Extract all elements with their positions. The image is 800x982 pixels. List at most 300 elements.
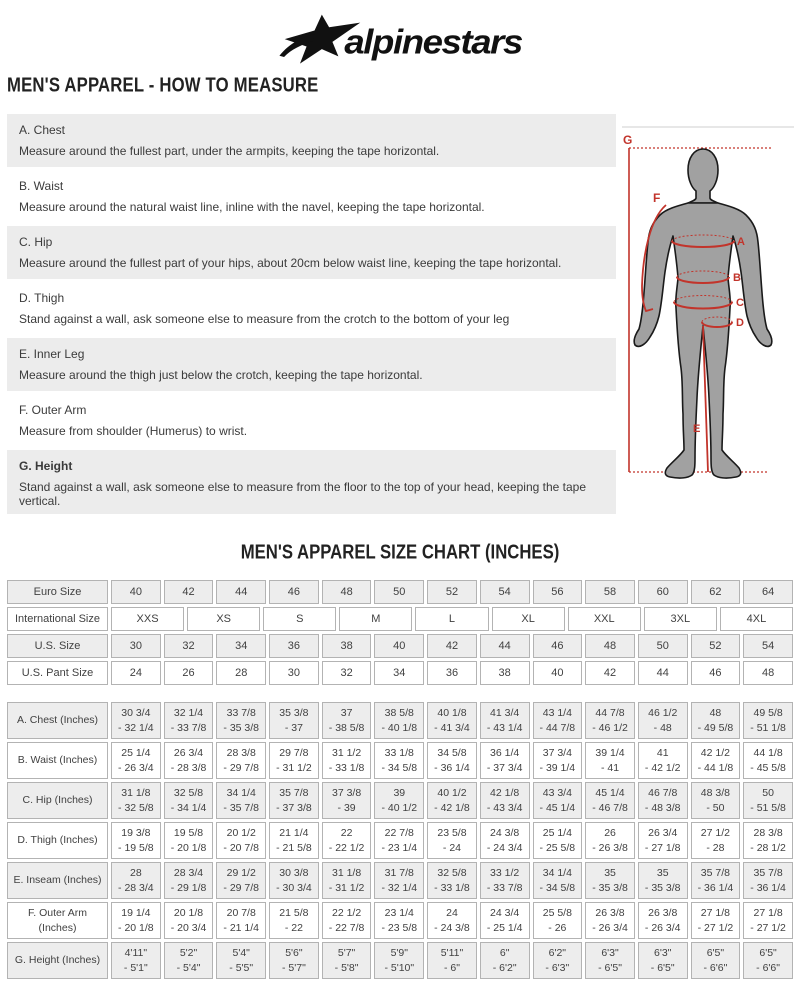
value-bottom: - 48 3/8 bbox=[644, 801, 681, 814]
value-bottom: - 19 5/8 bbox=[118, 841, 154, 854]
value-bottom: - 30 3/4 bbox=[276, 881, 312, 894]
value-cell bbox=[322, 742, 372, 779]
value-bottom: - 51 5/8 bbox=[750, 801, 786, 814]
value-top: 33 1/8 bbox=[384, 746, 414, 759]
page-title: MEN'S APPAREL - HOW TO MEASURE bbox=[7, 74, 319, 97]
table-row bbox=[7, 822, 793, 859]
value-bottom: - 6'5" bbox=[650, 961, 675, 974]
value-cell: XXS bbox=[111, 607, 184, 631]
value-cell: 60 bbox=[638, 580, 688, 604]
measure-guide-list bbox=[7, 114, 616, 517]
value-cell bbox=[691, 782, 741, 819]
value-bottom: - 43 3/4 bbox=[486, 801, 523, 814]
value-cell bbox=[691, 862, 741, 899]
value-bottom: - 32 5/8 bbox=[118, 801, 154, 814]
logo-wordmark: alpinestars bbox=[344, 23, 523, 62]
value-top: 26 3/4 bbox=[173, 746, 204, 759]
table-row bbox=[7, 607, 793, 631]
value-bottom: - 41 bbox=[600, 761, 620, 774]
value-cell: 64 bbox=[743, 580, 793, 604]
value-cell: 3XL bbox=[644, 607, 717, 631]
value-cell: 46 bbox=[691, 661, 741, 685]
value-top: 6" bbox=[499, 946, 510, 959]
value-top: 30 3/4 bbox=[121, 706, 151, 719]
value-bottom: - 6'6" bbox=[756, 961, 780, 974]
value-cell: XXL bbox=[568, 607, 641, 631]
guide-text-thigh: Stand against a wall, ask someone else to measure from the crotch to the bottom of your leg bbox=[19, 312, 510, 326]
value-bottom: - 45 1/4 bbox=[539, 801, 576, 814]
value-cell bbox=[691, 942, 741, 979]
value-cell bbox=[269, 822, 319, 859]
measure-figure bbox=[620, 114, 800, 515]
value-cell bbox=[374, 902, 424, 939]
value-top: 28 bbox=[130, 866, 142, 879]
value-top: 31 1/2 bbox=[331, 746, 362, 759]
guide-label-hip: C. Hip bbox=[19, 235, 53, 249]
table-row bbox=[7, 634, 793, 658]
value-cell bbox=[322, 902, 372, 939]
value-cell: 24 bbox=[111, 661, 161, 685]
how-to-measure-section bbox=[0, 114, 800, 517]
value-cell: 44 bbox=[638, 661, 688, 685]
table-row bbox=[7, 862, 793, 899]
value-cell bbox=[533, 782, 583, 819]
value-cell bbox=[269, 902, 319, 939]
value-cell: 34 bbox=[374, 661, 424, 685]
value-top: 43 3/4 bbox=[542, 786, 572, 799]
value-bottom: - 42 1/8 bbox=[434, 801, 470, 814]
value-bottom: - 29 1/8 bbox=[170, 881, 207, 894]
value-top: 33 7/8 bbox=[226, 706, 256, 719]
value-bottom: - 27 1/2 bbox=[697, 921, 734, 934]
value-bottom: - 6'2" bbox=[492, 961, 517, 974]
value-cell bbox=[269, 742, 319, 779]
value-bottom: - 20 1/8 bbox=[170, 841, 207, 854]
value-bottom: - 31 1/2 bbox=[276, 761, 312, 774]
value-bottom: - 28 3/8 bbox=[170, 761, 207, 774]
value-top: 30 3/8 bbox=[279, 866, 309, 879]
value-bottom: - 35 3/8 bbox=[644, 881, 681, 894]
value-cell bbox=[533, 822, 583, 859]
value-cell bbox=[743, 782, 793, 819]
value-cell bbox=[322, 942, 372, 979]
value-top: 6'2" bbox=[548, 946, 567, 959]
value-cell: 28 bbox=[216, 661, 266, 685]
value-bottom: - 44 7/8 bbox=[539, 721, 576, 734]
value-top: 6'3" bbox=[654, 946, 672, 959]
guide-block-chest bbox=[7, 114, 616, 167]
value-top: 46 1/2 bbox=[648, 706, 678, 719]
value-top: 6'5" bbox=[706, 946, 725, 959]
value-cell bbox=[691, 902, 741, 939]
value-cell bbox=[427, 782, 477, 819]
value-bottom: - 6'3" bbox=[545, 961, 570, 974]
value-cell bbox=[638, 822, 688, 859]
guide-block-height bbox=[7, 450, 616, 514]
value-top: 25 1/4 bbox=[542, 826, 572, 839]
measure-table bbox=[0, 702, 800, 979]
value-cell: 38 bbox=[480, 661, 530, 685]
guide-text-waist: Measure around the natural waist line, inline with the navel, keeping the tape horizontal. bbox=[19, 200, 485, 214]
value-bottom: - 20 1/8 bbox=[118, 921, 154, 934]
label-E: E bbox=[693, 423, 701, 435]
value-top: 33 1/2 bbox=[490, 866, 520, 879]
value-cell: 36 bbox=[427, 661, 477, 685]
table-row bbox=[7, 661, 793, 685]
value-cell: 36 bbox=[269, 634, 319, 658]
value-top: 46 7/8 bbox=[648, 786, 678, 799]
value-top: 6'3" bbox=[601, 946, 619, 959]
value-bottom: - 34 5/8 bbox=[539, 881, 576, 894]
value-cell: 58 bbox=[585, 580, 635, 604]
value-bottom: - 32 1/4 bbox=[118, 721, 154, 734]
value-bottom: - 39 1/4 bbox=[539, 761, 576, 774]
value-top: 41 3/4 bbox=[490, 706, 520, 719]
value-cell bbox=[111, 902, 161, 939]
value-top: 24 bbox=[446, 906, 458, 919]
row-label: C. Hip (Inches) bbox=[7, 782, 108, 819]
value-cell bbox=[216, 902, 266, 939]
value-cell: 40 bbox=[533, 661, 583, 685]
value-bottom: - 25 1/4 bbox=[486, 921, 523, 934]
value-top: 24 3/4 bbox=[490, 906, 520, 919]
value-top: 48 bbox=[709, 706, 722, 719]
value-top: 44 7/8 bbox=[595, 706, 625, 719]
value-cell bbox=[480, 862, 530, 899]
value-cell bbox=[269, 782, 319, 819]
table-row bbox=[7, 702, 793, 739]
value-top: 27 1/2 bbox=[700, 826, 730, 839]
value-bottom: - 6'5" bbox=[598, 961, 622, 974]
value-top: 19 1/4 bbox=[121, 906, 151, 919]
value-cell: 42 bbox=[427, 634, 477, 658]
guide-block-hip bbox=[7, 226, 616, 279]
value-cell bbox=[638, 782, 688, 819]
value-cell bbox=[585, 702, 635, 739]
value-bottom: - 51 1/8 bbox=[750, 721, 786, 734]
value-cell bbox=[638, 862, 688, 899]
value-cell bbox=[585, 942, 635, 979]
value-cell: 44 bbox=[216, 580, 266, 604]
value-top: 4'11" bbox=[124, 946, 148, 959]
value-top: 31 1/8 bbox=[331, 866, 362, 879]
value-bottom: - 22 bbox=[284, 921, 303, 934]
value-cell bbox=[638, 942, 688, 979]
value-bottom: - 24 3/4 bbox=[486, 841, 523, 854]
guide-text-outer-arm: Measure from shoulder (Humerus) to wrist. bbox=[19, 424, 248, 438]
value-bottom: - 40 1/2 bbox=[381, 801, 418, 814]
label-A: A bbox=[737, 236, 745, 248]
value-cell bbox=[216, 822, 266, 859]
value-bottom: - 26 3/8 bbox=[592, 841, 628, 854]
value-top: 25 5/8 bbox=[542, 906, 572, 919]
value-cell bbox=[585, 782, 635, 819]
value-cell bbox=[164, 742, 214, 779]
guide-block-waist bbox=[7, 170, 616, 223]
row-label: International Size bbox=[7, 607, 108, 631]
value-cell bbox=[743, 702, 793, 739]
value-top: 29 7/8 bbox=[279, 746, 309, 759]
value-bottom: - 28 1/2 bbox=[750, 841, 786, 854]
value-top: 35 3/8 bbox=[279, 706, 309, 719]
value-bottom: - 26 3/4 bbox=[644, 921, 681, 934]
label-G: G bbox=[623, 133, 633, 147]
value-bottom: - 27 1/2 bbox=[750, 921, 786, 934]
value-top: 37 bbox=[340, 706, 353, 719]
value-top: 45 1/4 bbox=[595, 786, 625, 799]
table-row bbox=[7, 742, 793, 779]
value-cell bbox=[322, 702, 372, 739]
value-cell: 48 bbox=[585, 634, 635, 658]
value-cell: XL bbox=[492, 607, 565, 631]
value-cell: 62 bbox=[691, 580, 741, 604]
value-top: 31 7/8 bbox=[384, 866, 414, 879]
label-F: F bbox=[653, 191, 661, 205]
value-cell bbox=[743, 902, 793, 939]
value-bottom: - 46 1/2 bbox=[592, 721, 628, 734]
value-cell bbox=[533, 862, 583, 899]
value-bottom: - 6" bbox=[443, 961, 460, 974]
value-cell: L bbox=[415, 607, 488, 631]
value-cell bbox=[427, 942, 477, 979]
value-bottom: - 23 1/4 bbox=[381, 841, 418, 854]
value-cell bbox=[374, 942, 424, 979]
value-top: 31 1/8 bbox=[121, 786, 151, 799]
value-top: 22 7/8 bbox=[384, 826, 414, 839]
value-top: 27 1/8 bbox=[700, 906, 730, 919]
value-cell bbox=[585, 862, 635, 899]
value-cell bbox=[585, 822, 635, 859]
value-bottom: - 49 5/8 bbox=[697, 721, 734, 734]
value-bottom: - 5'5" bbox=[229, 961, 254, 974]
value-bottom: - 27 1/8 bbox=[644, 841, 681, 854]
value-top: 5'7" bbox=[337, 946, 356, 959]
value-cell bbox=[427, 902, 477, 939]
value-bottom: - 33 7/8 bbox=[486, 881, 523, 894]
value-bottom: - 36 1/4 bbox=[434, 761, 470, 774]
row-label: D. Thigh (Inches) bbox=[7, 822, 108, 859]
value-cell: 32 bbox=[164, 634, 214, 658]
value-cell: 46 bbox=[269, 580, 319, 604]
guide-block-outer-arm bbox=[7, 394, 616, 447]
value-cell: 54 bbox=[743, 634, 793, 658]
value-top: 6'5" bbox=[759, 946, 777, 959]
value-top: 40 1/8 bbox=[437, 706, 467, 719]
value-bottom: - 33 1/8 bbox=[328, 761, 365, 774]
value-bottom: - 38 5/8 bbox=[328, 721, 365, 734]
value-top: 29 1/2 bbox=[226, 866, 256, 879]
value-cell bbox=[374, 702, 424, 739]
value-top: 32 1/4 bbox=[173, 706, 204, 719]
value-cell bbox=[638, 742, 688, 779]
row-label: E. Inseam (Inches) bbox=[7, 862, 108, 899]
value-top: 37 3/4 bbox=[542, 746, 572, 759]
value-cell bbox=[216, 862, 266, 899]
value-cell: 56 bbox=[533, 580, 583, 604]
guide-label-chest: A. Chest bbox=[19, 123, 66, 137]
value-top: 35 7/8 bbox=[279, 786, 309, 799]
value-top: 38 5/8 bbox=[384, 706, 414, 719]
value-top: 28 3/8 bbox=[226, 746, 256, 759]
value-bottom: - 24 3/8 bbox=[434, 921, 470, 934]
value-top: 25 1/4 bbox=[121, 746, 151, 759]
value-cell bbox=[480, 742, 530, 779]
value-cell bbox=[216, 702, 266, 739]
value-cell: 38 bbox=[322, 634, 372, 658]
figure-head bbox=[688, 149, 718, 203]
row-label: F. Outer Arm (Inches) bbox=[7, 902, 108, 939]
value-top: 32 5/8 bbox=[173, 786, 204, 799]
value-top: 21 5/8 bbox=[279, 906, 309, 919]
value-cell: 54 bbox=[480, 580, 530, 604]
value-cell: M bbox=[339, 607, 412, 631]
value-bottom: - 37 3/8 bbox=[276, 801, 312, 814]
value-cell bbox=[743, 862, 793, 899]
value-cell bbox=[480, 702, 530, 739]
value-bottom: - 48 bbox=[653, 721, 672, 734]
value-top: 5'4" bbox=[232, 946, 250, 959]
value-top: 42 1/8 bbox=[490, 786, 520, 799]
value-top: 35 7/8 bbox=[753, 866, 783, 879]
value-cell bbox=[691, 702, 741, 739]
value-cell bbox=[111, 782, 161, 819]
value-cell bbox=[638, 902, 688, 939]
value-bottom: - 44 1/8 bbox=[697, 761, 734, 774]
value-bottom: - 25 5/8 bbox=[539, 841, 576, 854]
value-bottom: - 29 7/8 bbox=[223, 761, 260, 774]
guide-text-height: Stand against a wall, ask someone else to measure from the floor to the top of your head, keeping the tape vertical. bbox=[19, 480, 587, 508]
value-top: 41 bbox=[656, 746, 669, 759]
value-cell bbox=[111, 702, 161, 739]
value-bottom: - 21 5/8 bbox=[276, 841, 312, 854]
value-bottom: - 33 7/8 bbox=[170, 721, 207, 734]
value-cell: 40 bbox=[374, 634, 424, 658]
value-top: 50 bbox=[762, 786, 774, 799]
value-bottom: - 20 3/4 bbox=[170, 921, 207, 934]
value-top: 35 bbox=[604, 866, 616, 879]
value-bottom: - 5'10" bbox=[384, 961, 415, 974]
value-bottom: - 29 7/8 bbox=[223, 881, 260, 894]
guide-label-inner-leg: E. Inner Leg bbox=[19, 347, 85, 361]
value-top: 34 1/4 bbox=[226, 786, 256, 799]
value-cell bbox=[374, 742, 424, 779]
brand-logo bbox=[0, 12, 800, 66]
value-cell bbox=[480, 902, 530, 939]
value-cell bbox=[585, 742, 635, 779]
row-label: Euro Size bbox=[7, 580, 108, 604]
value-cell: 32 bbox=[322, 661, 372, 685]
value-bottom: - 24 bbox=[442, 841, 462, 854]
value-cell: XS bbox=[187, 607, 260, 631]
label-D: D bbox=[736, 317, 744, 329]
value-bottom: - 36 1/4 bbox=[750, 881, 786, 894]
value-bottom: - 28 3/4 bbox=[118, 881, 154, 894]
value-bottom: - 26 bbox=[548, 921, 567, 934]
value-cell: 44 bbox=[480, 634, 530, 658]
value-cell bbox=[111, 942, 161, 979]
size-table bbox=[0, 580, 800, 685]
value-top: 37 3/8 bbox=[331, 786, 362, 799]
value-top: 32 5/8 bbox=[437, 866, 467, 879]
value-top: 26 3/8 bbox=[648, 906, 678, 919]
guide-block-inner-leg bbox=[7, 338, 616, 391]
guide-label-waist: B. Waist bbox=[19, 179, 64, 193]
guide-block-thigh bbox=[7, 282, 616, 335]
value-top: 22 1/2 bbox=[331, 906, 362, 919]
value-top: 43 1/4 bbox=[542, 706, 572, 719]
value-bottom: - 35 7/8 bbox=[223, 801, 260, 814]
value-cell bbox=[322, 862, 372, 899]
value-bottom: - 23 5/8 bbox=[381, 921, 418, 934]
guide-text-hip: Measure around the fullest part of your hips, about 20cm below waist line, keeping the tape horizontal. bbox=[19, 256, 562, 270]
value-cell bbox=[480, 782, 530, 819]
value-cell bbox=[216, 782, 266, 819]
value-cell: 48 bbox=[743, 661, 793, 685]
value-cell: 46 bbox=[533, 634, 583, 658]
value-bottom: - 5'1" bbox=[123, 961, 148, 974]
value-cell bbox=[269, 862, 319, 899]
value-top: 40 1/2 bbox=[437, 786, 467, 799]
table-row bbox=[7, 580, 793, 604]
value-top: 36 1/4 bbox=[490, 746, 520, 759]
value-bottom: - 31 1/2 bbox=[328, 881, 365, 894]
value-cell bbox=[743, 822, 793, 859]
value-bottom: - 46 7/8 bbox=[592, 801, 628, 814]
value-top: 39 1/4 bbox=[595, 746, 625, 759]
value-top: 34 1/4 bbox=[542, 866, 572, 879]
row-label: G. Height (Inches) bbox=[7, 942, 108, 979]
value-bottom: - 20 7/8 bbox=[223, 841, 260, 854]
value-top: 35 bbox=[656, 866, 669, 879]
value-cell: S bbox=[263, 607, 336, 631]
value-cell bbox=[585, 902, 635, 939]
table-row bbox=[7, 942, 793, 979]
value-cell bbox=[374, 862, 424, 899]
value-cell bbox=[533, 902, 583, 939]
value-cell bbox=[322, 782, 372, 819]
value-cell bbox=[111, 822, 161, 859]
value-top: 35 7/8 bbox=[700, 866, 730, 879]
value-cell bbox=[216, 942, 266, 979]
value-cell: 42 bbox=[164, 580, 214, 604]
value-bottom: - 5'7" bbox=[281, 961, 306, 974]
value-bottom: - 43 1/4 bbox=[486, 721, 523, 734]
value-top: 42 1/2 bbox=[700, 746, 730, 759]
value-top: 26 3/8 bbox=[595, 906, 625, 919]
value-top: 19 5/8 bbox=[173, 826, 204, 839]
guide-label-outer-arm: F. Outer Arm bbox=[19, 403, 87, 417]
value-cell bbox=[164, 822, 214, 859]
body-measure-diagram bbox=[620, 114, 800, 510]
value-top: 21 1/4 bbox=[279, 826, 309, 839]
value-bottom: - 5'8" bbox=[334, 961, 359, 974]
value-top: 34 5/8 bbox=[437, 746, 467, 759]
row-label: B. Waist (Inches) bbox=[7, 742, 108, 779]
value-top: 19 3/8 bbox=[121, 826, 151, 839]
value-cell bbox=[374, 782, 424, 819]
value-bottom: - 37 bbox=[284, 721, 303, 734]
value-bottom: - 37 3/4 bbox=[486, 761, 523, 774]
value-bottom: - 34 1/4 bbox=[170, 801, 207, 814]
value-top: 48 3/8 bbox=[700, 786, 730, 799]
value-cell bbox=[427, 742, 477, 779]
value-cell: 50 bbox=[638, 634, 688, 658]
value-top: 23 1/4 bbox=[384, 906, 414, 919]
value-top: 44 1/8 bbox=[753, 746, 783, 759]
value-bottom: - 26 3/4 bbox=[118, 761, 154, 774]
value-cell: 30 bbox=[269, 661, 319, 685]
value-top: 28 3/4 bbox=[173, 866, 204, 879]
